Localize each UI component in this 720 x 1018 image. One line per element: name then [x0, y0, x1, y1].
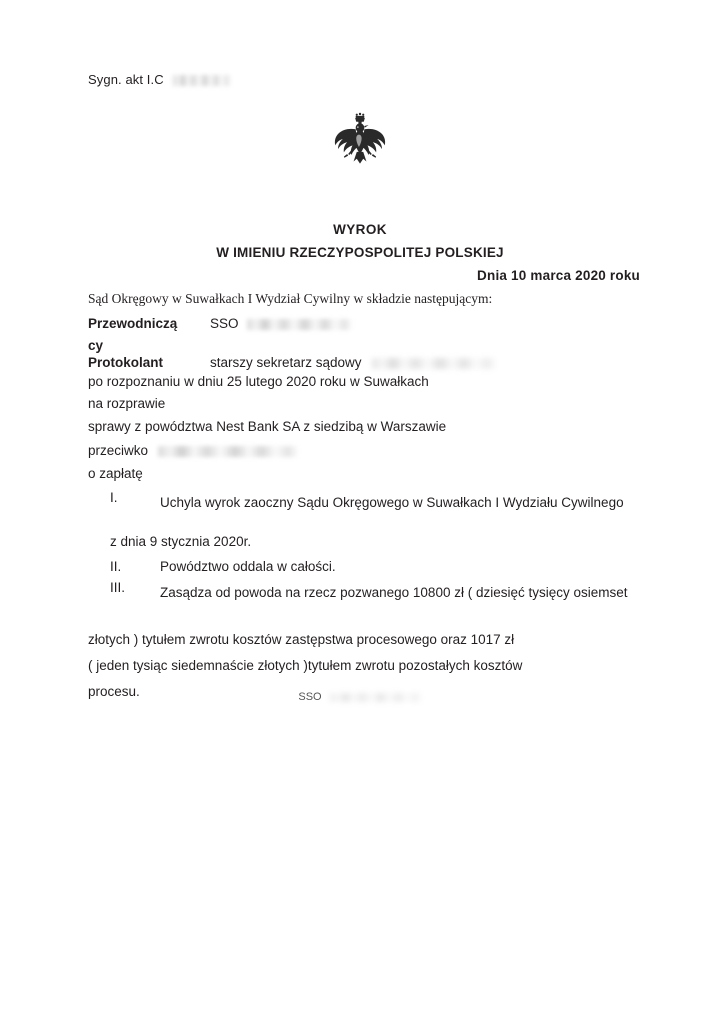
- ruling-number: I.: [110, 490, 118, 505]
- chair-row: [88, 316, 352, 331]
- subject-line: o zapłatę: [88, 466, 143, 481]
- hearing-mode: na rozprawie: [88, 396, 166, 411]
- document-title: WYROK: [333, 222, 387, 237]
- ruling-item: [110, 559, 640, 574]
- chair-title: SSO: [210, 316, 239, 331]
- ruling-text: Powództwo oddala w całości.: [160, 559, 336, 574]
- ruling-item: [110, 490, 640, 516]
- court-line: Sąd Okręgowy w Suwałkach I Wydział Cywilny w składzie następującym:: [88, 291, 493, 306]
- hearing-line: po rozpoznaniu w dniu 25 lutego 2020 roku w Suwałkach: [88, 374, 429, 389]
- recorder-name-redaction: [372, 358, 496, 369]
- document-date: Dnia 10 marca 2020 roku: [477, 268, 640, 283]
- case-number-line: [88, 72, 231, 87]
- ruling-text: Uchyla wyrok zaoczny Sądu Okręgowego w Suwałkach I Wydziału Cywilnego: [160, 495, 624, 510]
- ruling-number: III.: [110, 580, 126, 595]
- case-number-label: Sygn. akt I.C: [88, 72, 164, 87]
- ruling-costs-line-1: złotych ) tytułem zwrotu kosztów zastępstwa procesowego oraz 1017 zł: [88, 632, 515, 647]
- ruling-text: Zasądza od powoda na rzecz pozwanego 10800 zł ( dziesięć tysięcy osiemset: [160, 585, 628, 600]
- signature-title: SSO: [298, 691, 322, 703]
- chair-label: Przewodniczą: [88, 316, 178, 331]
- defendant-row: [88, 443, 298, 458]
- polish-eagle-coat-of-arms-icon: [333, 111, 387, 169]
- chair-label-wrap: cy: [88, 338, 104, 353]
- ruling-continuation-date: z dnia 9 stycznia 2020r.: [110, 534, 252, 549]
- ruling-costs-line-3: procesu.: [88, 684, 140, 699]
- recorder-row: [88, 355, 496, 370]
- document-subtitle: W IMIENIU RZECZYPOSPOLITEJ POLSKIEJ: [216, 245, 504, 260]
- signature-name-redaction: [330, 693, 422, 702]
- recorder-label: Protokolant: [88, 355, 164, 370]
- defendant-label: przeciwko: [88, 443, 149, 458]
- ruling-number: II.: [110, 559, 122, 574]
- defendant-name-redaction: [158, 446, 298, 457]
- ruling-costs-line-2: ( jeden tysiąc siedemnaście złotych )tytułem zwrotu pozostałych kosztów: [88, 658, 523, 673]
- case-number-redaction: [173, 75, 231, 86]
- plaintiff-line: sprawy z powództwa Nest Bank SA z siedzibą w Warszawie: [88, 419, 447, 434]
- signature-block: [0, 691, 720, 703]
- chair-name-redaction: [247, 319, 352, 330]
- recorder-title: starszy sekretarz sądowy: [210, 355, 362, 370]
- ruling-item: [110, 580, 640, 606]
